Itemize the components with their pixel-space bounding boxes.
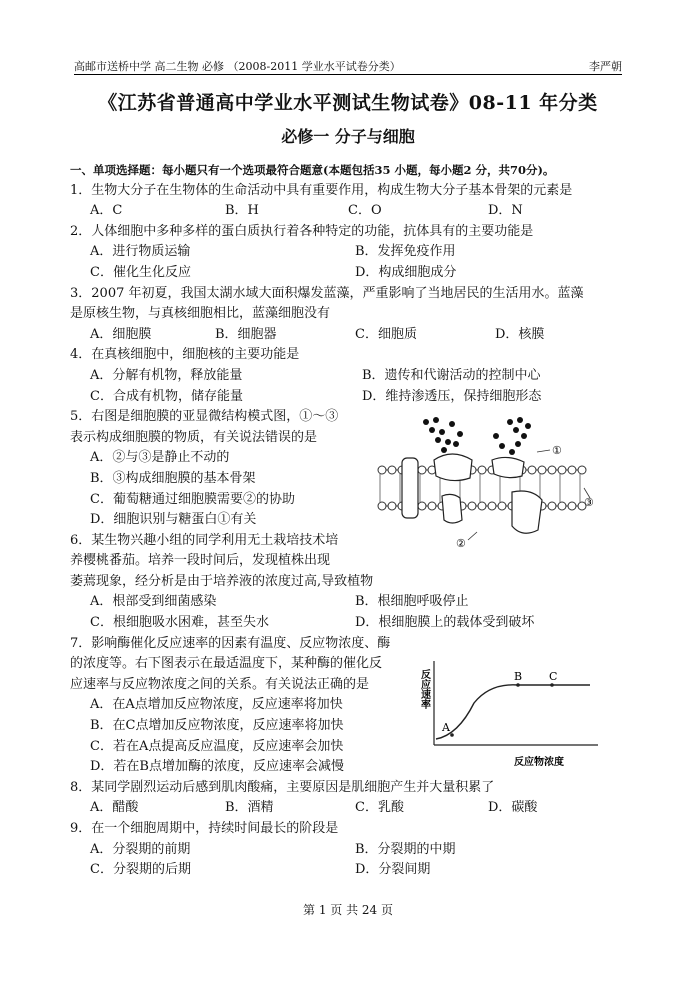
label-2: ② [456,537,466,548]
question-stem: 萎蔫现象，经分析是由于培养液的浓度过高,导致植物 [70,573,374,589]
option-row [70,387,630,408]
option-row [70,860,630,881]
option: D．根细胞膜上的载体受到破坏 [355,615,535,631]
option-row [70,592,630,613]
option: A．C [90,203,123,219]
question-stem: 的浓度等。右下图表示在最适温度下，某种酶的催化反 [70,656,383,672]
question-stem: 是原核生物，与真核细胞相比，蓝藻细胞没有 [70,306,331,322]
question-stem: 1．生物大分子在生物体的生命活动中具有重要作用，构成生物大分子基本骨架的元素是 [70,182,573,198]
option-row [70,263,630,284]
option: C．O [348,203,382,219]
section-heading: 一、单项选择题：每小题只有一个选项最符合题意(本题包括35 小题，每小题2 分，共70分)。 [70,163,555,177]
option: A．在A点增加反应物浓度，反应速率将加快 [90,697,343,713]
question-stem: 7．影响酶催化反应速率的因素有温度、反应物浓度、酶 [70,635,391,651]
option: A．②与③是静止不动的 [90,450,230,466]
reaction-rate-chart [418,657,604,775]
option: B．在C点增加反应物浓度，反应速率将加快 [90,718,344,734]
question-stem: 2．人体细胞中多种多样的蛋白质执行着各种特定的功能，抗体具有的主要功能是 [70,223,534,239]
option: D．核膜 [495,326,545,342]
page-number: 第 1 页 共 24 页 [303,903,393,917]
question-stem: 8．某同学剧烈运动后感到肌肉酸痛，主要原因是肌细胞产生并大量积累了 [70,779,495,795]
rate-curve [436,685,590,739]
option-row [70,325,630,346]
cell-membrane-figure [372,414,598,548]
point-a-label: A [442,721,450,734]
header-right: 李严朝 [589,60,622,73]
question-stem: 3．2007 年初夏，我国太湖水域大面积爆发蓝藻，严重影响了当地居民的生活用水。蓝藻 [70,285,584,301]
option: B．③构成细胞膜的基本骨架 [90,470,256,486]
option: A．细胞膜 [90,326,152,342]
question-stem: 应速率与反应物浓度之间的关系。有关说法正确的是 [70,676,370,692]
option-row [70,798,630,819]
option: B．根细胞呼吸停止 [355,594,469,610]
page-title: 《江苏省普通高中学业水平测试生物试卷》08-11 年分类 [98,92,598,114]
option: C．合成有机物，储存能量 [90,388,243,404]
option: B．遗传和代谢活动的控制中心 [362,367,541,383]
page-subtitle: 必修一 分子与细胞 [281,127,415,146]
question-stem: 6．某生物兴趣小组的同学利用无土栽培技术培 [70,532,339,548]
question-stem: 4．在真核细胞中，细胞核的主要功能是 [70,347,300,363]
point-c-label: C [549,670,558,683]
option: D．分裂间期 [355,862,431,878]
option: C．根细胞吸水困难，甚至失水 [90,615,269,631]
option-row [70,366,630,387]
option-row [70,613,630,634]
label-3: ③ [584,496,594,509]
option-row [70,201,630,222]
question-stem: 养樱桃番茄。培养一段时间后，发现植株出现 [70,553,331,569]
option: D．碳酸 [488,800,538,816]
label-1: ① [552,444,562,457]
option: A．分裂期的前期 [90,841,191,857]
option: D．维持渗透压，保持细胞形态 [362,388,542,404]
option: D．若在B点增加酶的浓度，反应速率会减慢 [90,759,344,775]
option: C．催化生化反应 [90,264,191,280]
point-b-label: B [514,670,523,683]
option: A．进行物质运输 [90,244,191,260]
option: A．醋酸 [90,800,139,816]
option: B．H [225,203,259,219]
glycoprotein-chains [423,417,531,455]
option-row [70,242,630,263]
option: C．分裂期的后期 [90,862,191,878]
x-axis-label: 反应物浓度 [514,757,564,768]
option: B．分裂期的中期 [355,841,456,857]
option-row [70,840,630,861]
question-stem: 表示构成细胞膜的物质，有关说法错误的是 [70,429,318,445]
option: C．乳酸 [355,800,404,816]
option: C．细胞质 [355,326,417,342]
y-axis-label: 反应速率 [418,669,430,709]
option: A．根部受到细菌感染 [90,594,217,610]
option: C．葡萄糖通过细胞膜需要②的协助 [90,491,295,507]
option: D．构成细胞成分 [355,264,457,280]
option: B．酒精 [225,800,274,816]
option: B．细胞器 [215,326,277,342]
option: D．N [488,203,523,219]
option: C．若在A点提高反应温度，反应速率会加快 [90,738,344,754]
header-left: 高邮市送桥中学 高二生物 必修 （2008-2011 学业水平试卷分类） [74,60,401,73]
option: A．分解有机物，释放能量 [90,367,243,383]
question-stem: 5．右图是细胞膜的亚显微结构模式图，①～③ [70,409,339,425]
question-stem: 9．在一个细胞周期中，持续时间最长的阶段是 [70,821,339,836]
option: B．发挥免疫作用 [355,244,456,260]
page-header [74,58,622,75]
option: D．细胞识别与糖蛋白①有关 [90,512,257,528]
